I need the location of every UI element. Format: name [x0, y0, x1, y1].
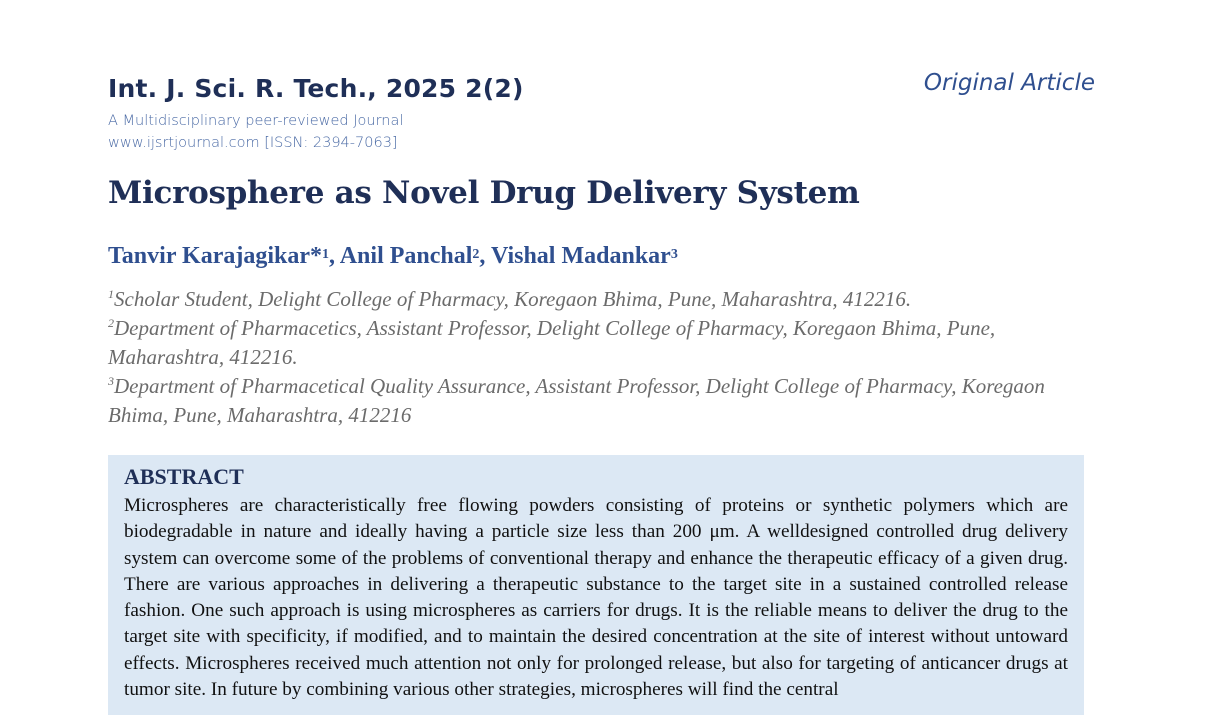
paper-title: Microsphere as Novel Drug Delivery System	[108, 175, 860, 211]
affiliation-mark: 2	[108, 316, 114, 330]
author-list	[108, 243, 678, 270]
affiliation-text: Scholar Student, Delight College of Pharmacy, Koregaon Bhima, Pune, Maharashtra, 412216.	[114, 287, 912, 311]
abstract-text: Microspheres are characteristically free flowing powders consisting of proteins or synthetic polymers which are biodegradable in nature and ideally having a particle size less than 200 μm. A welldesigned controlled drug delivery system can overcome some of the problems of conventional therapy and enhance the therapeutic efficacy of a given drug. There are various approaches in delivering a therapeutic substance to the target site in a sustained controlled release fashion. One such approach is using microspheres as carriers for drugs. It is the reliable means to deliver the drug to the target site with specificity, if modified, and to maintain the desired concentration at the site of interest without untoward effects. Microspheres received much attention not only for prolonged release, but also for targeting of anticancer drugs at tumor site. In future by combining various other strategies, microspheres will find the central	[124, 495, 1068, 701]
affiliation	[108, 314, 1068, 372]
author	[491, 243, 678, 269]
journal-title: Int. J. Sci. R. Tech., 2025 2(2)	[108, 74, 524, 103]
author	[340, 243, 491, 269]
author-affiliation-mark: 1	[322, 247, 330, 262]
author-name: Vishal Madankar	[491, 243, 671, 269]
affiliation-mark: 1	[108, 287, 114, 301]
abstract-section	[108, 455, 1084, 715]
author-name: Anil Panchal	[339, 243, 473, 269]
journal-subtitle: A Multidisciplinary peer-reviewed Journal	[108, 113, 404, 129]
affiliation-text: Department of Pharmacetics, Assistant Professor, Delight College of Pharmacy, Koregaon Bhima, Pune, Maharashtra, 412216.	[108, 316, 996, 369]
author-name: Tanvir Karajagikar*	[108, 243, 323, 269]
affiliation-text: Department of Pharmacetical Quality Assurance, Assistant Professor, Delight College of Pharmacy, Koregaon Bhima, Pune, Maharashtra, 412216	[108, 374, 1045, 427]
article-type-label: Original Article	[923, 70, 1095, 96]
affiliation	[108, 372, 1068, 430]
author-affiliation-mark: 2	[472, 247, 480, 262]
author-separator: ,	[479, 243, 491, 269]
author	[108, 243, 340, 269]
affiliation-list	[108, 285, 1068, 430]
affiliation	[108, 285, 1068, 314]
author-affiliation-mark: 3	[670, 247, 678, 262]
journal-url-issn: www.ijsrtjournal.com [ISSN: 2394-7063]	[108, 135, 398, 151]
abstract-heading: ABSTRACT	[124, 464, 244, 489]
affiliation-mark: 3	[108, 374, 114, 388]
author-separator: ,	[329, 243, 340, 269]
